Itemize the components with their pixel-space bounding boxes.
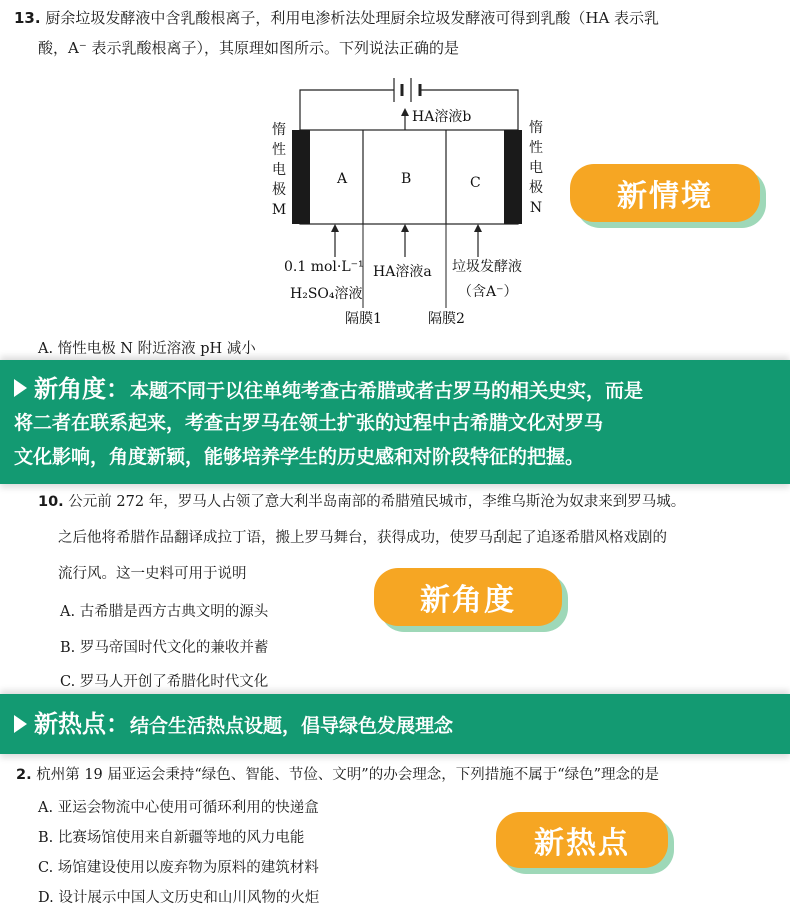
q13-option-a: A. 惰性电极 N 附近溶液 pH 减小 [38,341,256,357]
q2-line1 [16,761,659,789]
q10-number: 10. [38,494,64,510]
membrane-2-label: 隔膜2 [428,311,465,327]
q2-option-d: D. 设计展示中国人文历史和山川风物的火炬 [38,890,320,906]
inlet-right-2: （含A⁻） [458,284,518,300]
q2-text-1: 杭州第 19 届亚运会秉持“绿色、智能、节俭、文明”的办会理念，下列措施不属于“绿色”理念的是 [36,767,660,783]
q13-line2: 酸，A⁻ 表示乳酸根离子），其原理如图所示。下列说法正确的是 [38,39,460,57]
chamber-c-label: C [470,175,481,191]
band2-title: 新热点： [34,710,130,738]
chamber-a-label: A [337,171,348,187]
q10-text-1: 公元前 272 年，罗马人占领了意大利半岛南部的希腊殖民城市，李维乌斯沧为奴隶来到罗马城。 [68,494,686,510]
band1-line1 [34,372,643,408]
q10-option-c: C. 罗马人开创了希腊化时代文化 [60,674,269,690]
electrode-m-char: 极 [272,182,286,198]
battery-icon [394,78,420,102]
q10-option-a: A. 古希腊是西方古典文明的源头 [60,604,269,620]
inlet-left-solution: H₂SO₄溶液 [290,286,363,302]
band-new-hotspot [0,694,790,754]
q10-line1 [38,488,685,516]
electrode-n-char: N [529,200,543,216]
band-new-angle [0,360,790,484]
electrode-m-label [270,120,288,220]
q10-option-b: B. 罗马帝国时代文化的兼收并蓄 [60,640,269,656]
up-arrow-left [331,224,339,232]
q13-text-1: 厨余垃圾发酵液中含乳酸根离子，利用电渗析法处理厨余垃圾发酵液可得到乳酸（HA 表示乳 [45,9,660,27]
inlet-left-conc: 0.1 mol·L⁻¹ [284,259,364,275]
up-arrow-mid [401,224,409,232]
inlet-mid-solution: HA溶液a [373,264,432,280]
q2-number: 2. [16,767,32,783]
band1-line3: 文化影响，角度新颖，能够培养学生的历史感和对阶段特征的把握。 [14,446,585,468]
up-arrow-top [401,108,409,116]
tag-new-hotspot: 新热点 [496,812,668,868]
electrode-n-char: 性 [529,140,543,156]
q13-line1 [14,4,659,32]
band1-title: 新角度： [34,375,130,403]
electrode-n-char: 极 [529,180,543,196]
electrode-n-char: 惰 [529,120,543,136]
q2-option-b: B. 比赛场馆使用来自新疆等地的风力电能 [38,830,305,846]
tag-new-context: 新情境 [570,164,760,222]
electrode-m-char: M [271,202,287,218]
q10-line3: 流行风。这一史料可用于说明 [58,566,247,582]
chamber-b-label: B [401,171,412,187]
play-arrow-icon [14,379,27,397]
q13-number: 13. [14,9,41,27]
top-outlet-label: HA溶液b [412,109,472,125]
up-arrow-right [474,224,482,232]
wire-left [300,90,394,130]
tag-new-angle: 新角度 [374,568,562,626]
electrode-n-label [527,118,545,218]
electrode-m-char: 电 [272,162,286,178]
membrane-1-label: 隔膜1 [345,311,382,327]
electrode-n-char: 电 [529,160,543,176]
electrode-m [292,130,310,224]
band2-text-1: 结合生活热点设题，倡导绿色发展理念 [130,715,454,737]
q10-line2: 之后他将希腊作品翻译成拉丁语，搬上罗马舞台，获得成功，使罗马刮起了追逐希腊风格戏剧的 [58,530,667,546]
electrode-n [504,130,522,224]
play-arrow-icon [14,715,27,733]
inlet-right-1: 垃圾发酵液 [452,259,522,275]
band1-text-1: 本题不同于以往单纯考查古希腊或者古罗马的相关史实，而是 [130,380,644,402]
electrode-m-char: 性 [272,142,286,158]
electrode-m-char: 惰 [272,122,286,138]
q2-option-a: A. 亚运会物流中心使用可循环利用的快递盒 [38,800,319,816]
band1-line2: 将二者在联系起来，考查古罗马在领土扩张的过程中古希腊文化对罗马 [14,412,604,434]
q2-option-c: C. 场馆建设使用以废弃物为原料的建筑材料 [38,860,319,876]
band2-line1 [34,707,453,743]
